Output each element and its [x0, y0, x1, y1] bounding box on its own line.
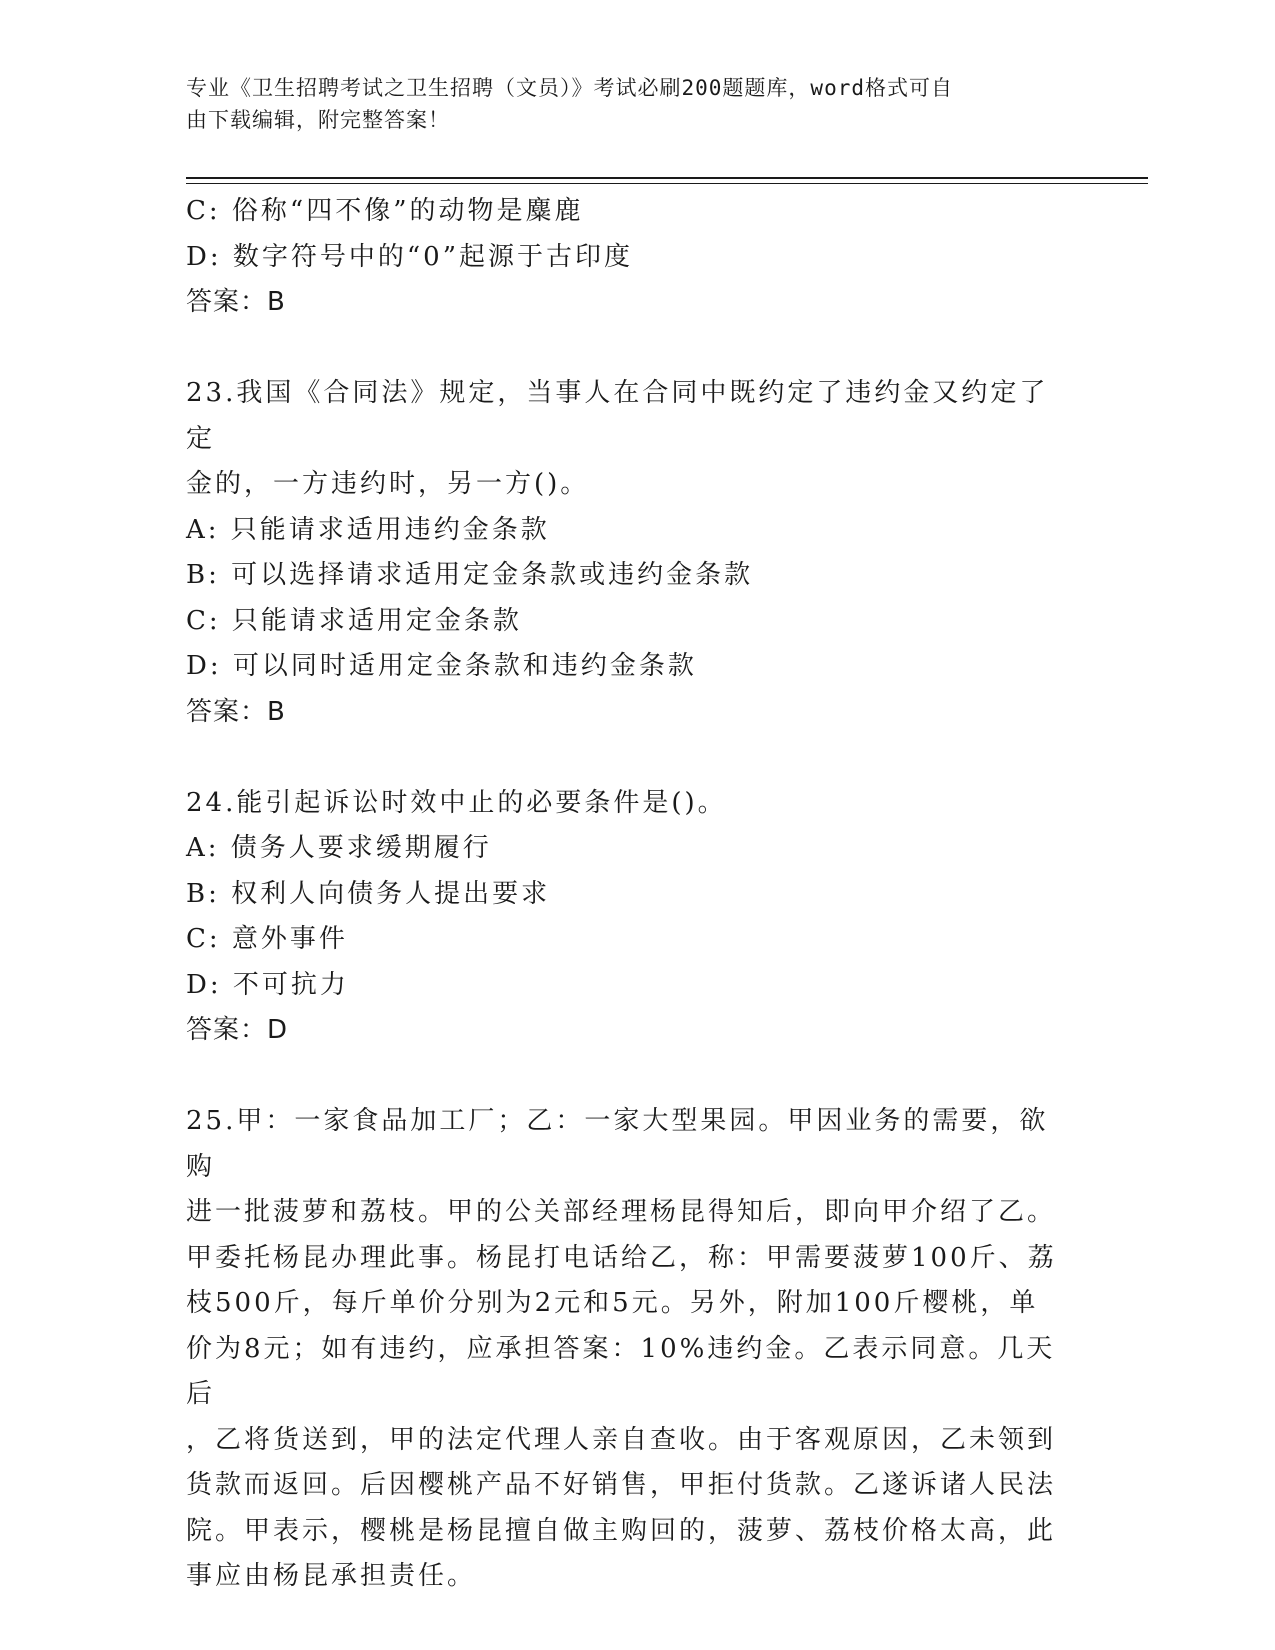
question-stem-line: 货款而返回。后因樱桃产品不好销售，甲拒付货款。乙遂诉诸人民法	[186, 1470, 1057, 1500]
question-stem-line: 25.甲：一家食品加工厂；乙：一家大型果园。甲因业务的需要，欲购	[186, 1106, 1049, 1182]
question-stem-line: 枝500斤，每斤单价分别为2元和5元。另外，附加100斤樱桃，单	[186, 1288, 1039, 1318]
header-divider-thick	[186, 177, 1148, 179]
option-d: D: 数字符号中的“0”起源于古印度	[186, 241, 633, 272]
header-line-2: 由下载编辑，附完整答案！	[186, 108, 450, 132]
question-stem-line: 23.我国《合同法》规定，当事人在合同中既约定了违约金又约定了定	[186, 378, 1049, 454]
question-stem-line: ，乙将货送到，甲的法定代理人亲自查收。由于客观原因，乙未领到	[186, 1424, 1057, 1455]
option-a: A: 只能请求适用违约金条款	[186, 514, 550, 545]
spacer	[186, 735, 1066, 781]
option-c: C: 只能请求适用定金条款	[186, 605, 522, 636]
option-b: B: 权利人向债务人提出要求	[186, 878, 551, 909]
header-divider-thin	[186, 183, 1148, 184]
option-d: D: 不可抗力	[186, 969, 349, 1000]
option-c: C: 意外事件	[186, 924, 348, 954]
page-header	[186, 72, 1066, 136]
question-25	[186, 1099, 1066, 1600]
question-stem-line: 院。甲表示，樱桃是杨昆擅自做主购回的，菠萝、荔枝价格太高，此	[186, 1515, 1057, 1546]
question-22	[186, 189, 1066, 326]
question-24	[186, 781, 1066, 1054]
question-stem-line: 金的，一方违约时，另一方()。	[186, 469, 590, 499]
answer: 答案：D	[186, 1015, 289, 1045]
spacer	[186, 1054, 1066, 1100]
question-stem-line: 24.能引起诉讼时效中止的必要条件是()。	[186, 787, 727, 818]
question-23	[186, 371, 1066, 735]
option-b: B: 可以选择请求适用定金条款或违约金条款	[186, 560, 754, 590]
question-stem-line: 价为8元；如有违约，应承担答案：10%违约金。乙表示同意。几天后	[186, 1333, 1056, 1409]
header-line-1: 专业《卫生招聘考试之卫生招聘（文员）》考试必刷200题题库，word格式可自	[186, 76, 953, 100]
option-d: D: 可以同时适用定金条款和违约金条款	[186, 651, 697, 681]
question-content	[186, 189, 1066, 1600]
answer: 答案：B	[186, 287, 286, 317]
spacer	[186, 326, 1066, 372]
option-c: C: 俗称“四不像”的动物是麋鹿	[186, 196, 584, 226]
question-stem-line: 进一批菠萝和荔枝。甲的公关部经理杨昆得知后，即向甲介绍了乙。	[186, 1197, 1057, 1227]
question-stem-line: 事应由杨昆承担责任。	[186, 1561, 477, 1591]
question-stem-line: 甲委托杨昆办理此事。杨昆打电话给乙，称：甲需要菠萝100斤、荔	[186, 1242, 1057, 1273]
option-a: A: 债务人要求缓期履行	[186, 833, 492, 863]
answer: 答案：B	[186, 696, 286, 727]
